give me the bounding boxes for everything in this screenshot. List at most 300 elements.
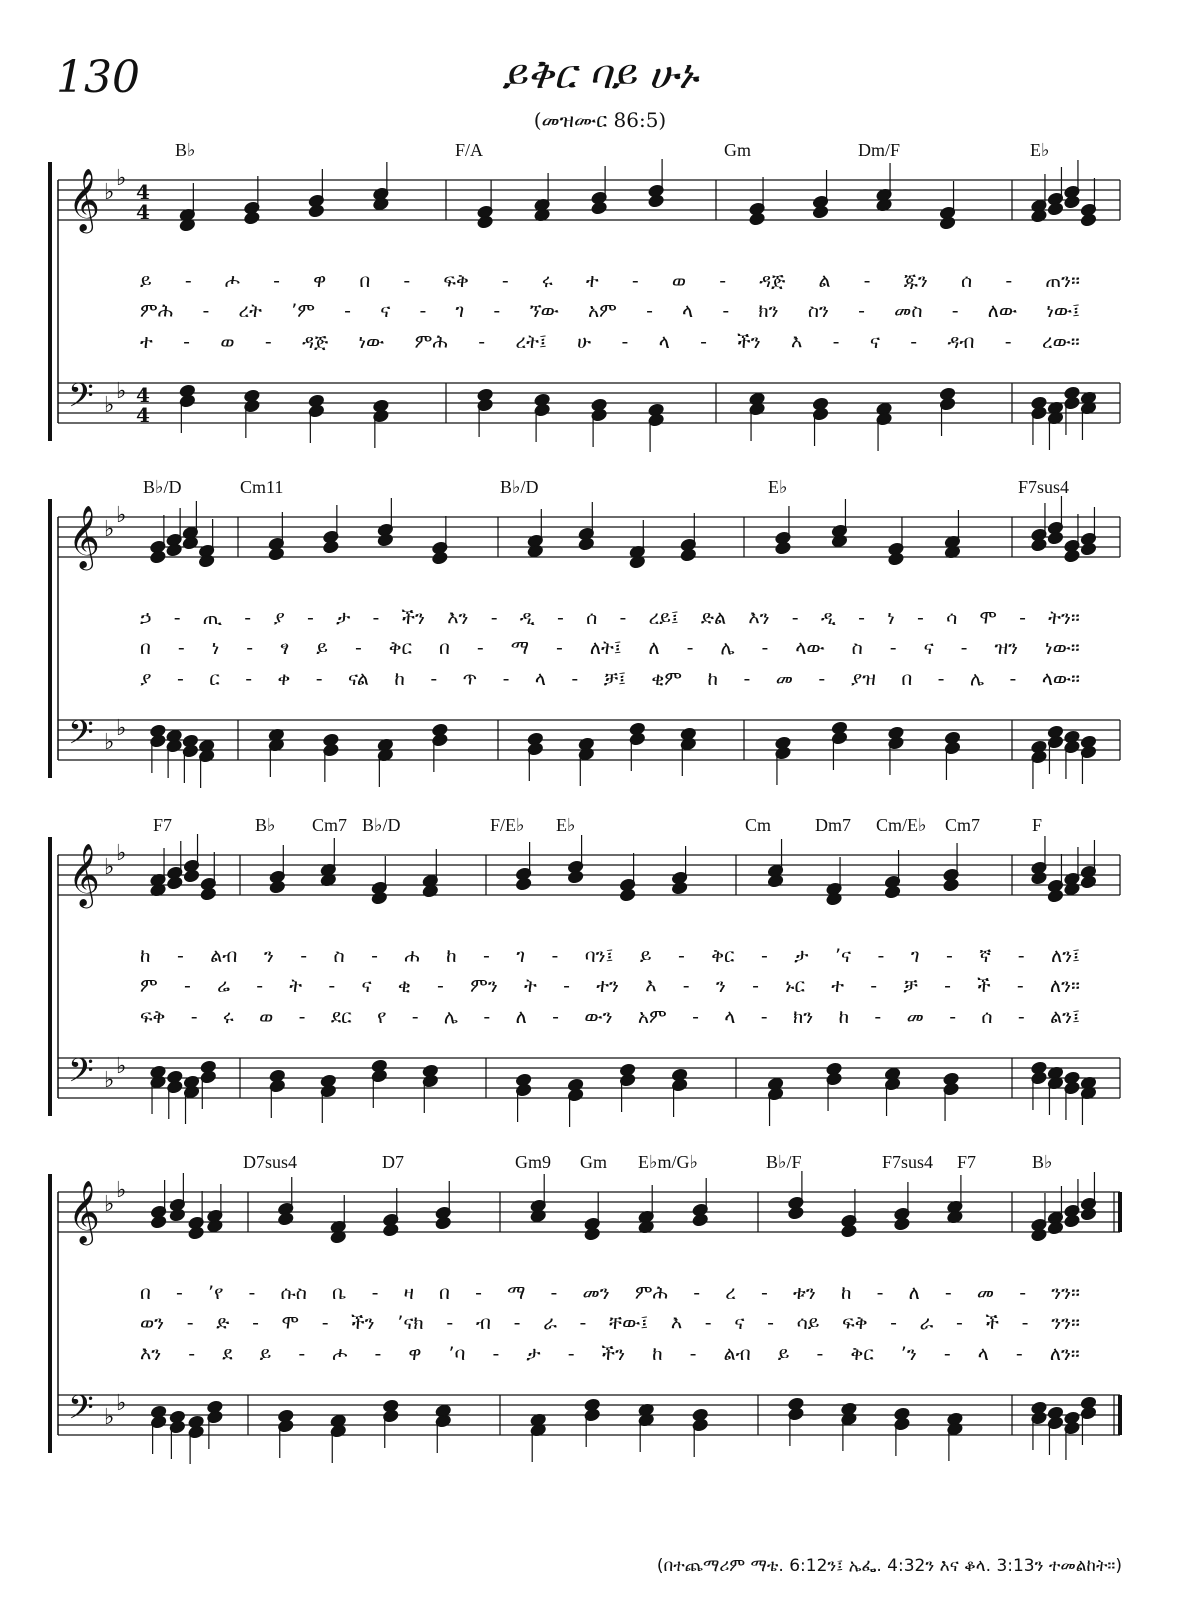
- lyric-syllable: ዋ: [408, 1343, 422, 1365]
- treble-clef-icon: 𝄞: [68, 168, 100, 231]
- treble-note-head: [198, 554, 215, 568]
- treble-note-head: [1031, 1228, 1048, 1242]
- syllable-hyphen: -: [816, 1343, 824, 1365]
- lyric-syllable: እን: [748, 607, 770, 629]
- syllable-hyphen: -: [863, 270, 871, 292]
- lyric-syllable: ሱስ: [280, 1282, 307, 1304]
- key-signature-flat-icon: ♭: [116, 716, 127, 741]
- treble-note-head: [812, 205, 829, 219]
- syllable-hyphen: -: [889, 637, 897, 659]
- lyric-syllable: ስ: [333, 945, 345, 967]
- treble-note-head: [619, 888, 636, 902]
- syllable-hyphen: -: [298, 1006, 306, 1028]
- treble-note-head: [373, 197, 390, 211]
- syllable-hyphen: -: [960, 637, 968, 659]
- syllable-hyphen: -: [1019, 607, 1026, 629]
- syllable-hyphen: -: [682, 975, 690, 997]
- syllable-hyphen: -: [186, 1312, 194, 1334]
- syllable-hyphen: -: [184, 270, 192, 292]
- lyric-syllable: ላ: [534, 668, 546, 690]
- chord-symbol: F7: [153, 815, 173, 835]
- syllable-hyphen: -: [502, 668, 510, 690]
- syllable-hyphen: -: [910, 331, 918, 353]
- syllable-hyphen: -: [550, 1282, 558, 1304]
- syllable-hyphen: -: [567, 1343, 575, 1365]
- lyric-syllable: ስን: [807, 300, 829, 322]
- bass-clef-icon: 𝄢: [68, 1389, 94, 1435]
- lyric-syllable: ዋ: [313, 270, 327, 292]
- lyric-syllable: ነ: [211, 637, 220, 659]
- syllable-hyphen: -: [870, 975, 878, 997]
- key-signature-flat-icon: ♭: [104, 730, 115, 755]
- lyric-syllable: ገ: [516, 945, 526, 967]
- lyric-syllable: ሌ: [720, 637, 735, 659]
- lyric-syllable: ፍቅ: [443, 270, 469, 292]
- treble-note-head: [884, 885, 901, 899]
- lyric-syllable: ት: [289, 975, 303, 997]
- syllable-hyphen: -: [700, 331, 707, 353]
- syllable-hyphen: -: [430, 668, 438, 690]
- lyric-syllable: ኃ: [140, 607, 152, 629]
- treble-note-head: [1064, 549, 1081, 563]
- lyric-syllable: በ: [439, 1282, 450, 1304]
- lyric-syllable: ክን: [758, 300, 779, 322]
- lyric-syllable: እ: [645, 975, 657, 997]
- lyric-syllable: ቅር: [388, 637, 413, 659]
- time-signature: 4: [136, 200, 150, 224]
- syllable-hyphen: -: [791, 607, 799, 629]
- lyric-syllable: ታ: [526, 1343, 541, 1365]
- chord-symbol: B♭: [175, 140, 196, 160]
- lyric-line-verse-1: [140, 1282, 1080, 1304]
- syllable-hyphen: -: [631, 270, 639, 292]
- lyric-syllable: ከ: [140, 945, 151, 967]
- treble-note-head: [826, 892, 843, 906]
- treble-note-head: [166, 876, 183, 890]
- lyric-syllable: በ: [901, 668, 913, 690]
- lyric-line-verse-2: [140, 975, 1080, 997]
- time-signature: 4: [136, 383, 150, 407]
- chord-symbol: Gm: [724, 140, 751, 160]
- syllable-hyphen: -: [256, 975, 264, 997]
- lyric-syllable: ረት: [238, 300, 262, 322]
- syllable-hyphen: -: [1005, 270, 1013, 292]
- treble-note-head: [1031, 538, 1048, 552]
- lyric-syllable: ን: [263, 945, 274, 967]
- lyric-syllable: ንን።: [1051, 1282, 1080, 1304]
- lyric-syllable: በ: [359, 270, 371, 292]
- lyric-syllable: ላ: [724, 1006, 736, 1028]
- syllable-hyphen: -: [1019, 1282, 1027, 1304]
- lyric-syllable: ሖ: [332, 1343, 348, 1365]
- syllable-hyphen: -: [190, 1006, 198, 1028]
- lyric-syllable: ዳብ: [947, 331, 975, 353]
- syllable-hyphen: -: [328, 975, 336, 997]
- chord-symbol: Cm7: [945, 815, 981, 835]
- treble-clef-icon: 𝄞: [68, 843, 100, 906]
- treble-note-head: [648, 194, 665, 208]
- syllable-hyphen: -: [552, 1006, 559, 1028]
- syllable-hyphen: -: [183, 331, 191, 353]
- syllable-hyphen: -: [877, 945, 885, 967]
- lyric-syllable: ክን: [792, 1006, 814, 1028]
- syllable-hyphen: -: [501, 270, 509, 292]
- treble-note-head: [323, 540, 340, 554]
- treble-note-head: [183, 869, 200, 883]
- treble-note-head: [578, 537, 595, 551]
- lyric-syllable: ሰ: [586, 607, 598, 629]
- syllable-hyphen: -: [719, 270, 727, 292]
- syllable-hyphen: -: [374, 1343, 382, 1365]
- lyric-syllable: ሰ: [981, 1006, 993, 1028]
- key-signature-flat-icon: ♭: [116, 1178, 127, 1203]
- lyric-syllable: ናል: [348, 668, 369, 690]
- chord-symbol: Gm9: [515, 1152, 551, 1172]
- syllable-hyphen: -: [832, 331, 840, 353]
- key-signature-flat-icon: ♭: [104, 1192, 115, 1217]
- key-signature-flat-icon: ♭: [116, 1054, 127, 1079]
- chord-symbol: F7: [957, 1152, 977, 1172]
- chord-symbol: B♭/D: [143, 477, 182, 497]
- lyric-syllable: እን: [140, 1343, 162, 1365]
- lyric-syllable: እን: [447, 607, 469, 629]
- syllable-hyphen: -: [264, 331, 272, 353]
- treble-note-head: [530, 1209, 547, 1223]
- lyric-line-verse-1: [140, 607, 1080, 629]
- treble-note-head: [150, 550, 167, 564]
- time-signature: 4: [136, 180, 150, 204]
- bass-clef-icon: 𝄢: [68, 714, 94, 760]
- syllable-hyphen: -: [743, 668, 751, 690]
- lyric-syllable: ቻ፤: [603, 668, 626, 690]
- syllable-hyphen: -: [483, 945, 490, 967]
- syllable-hyphen: -: [371, 945, 378, 967]
- lyric-syllable: ታ: [336, 607, 351, 629]
- lyric-syllable: ቸው፤: [609, 1312, 649, 1334]
- treble-note-head: [767, 874, 784, 888]
- treble-note-head: [1064, 1214, 1081, 1228]
- treble-note-head: [182, 536, 199, 550]
- syllable-hyphen: -: [944, 1282, 952, 1304]
- lyric-syllable: ሐ: [404, 945, 420, 967]
- syllable-hyphen: -: [551, 945, 559, 967]
- treble-note-head: [692, 1213, 709, 1227]
- treble-note-head: [477, 215, 494, 229]
- lyric-syllable: ስ: [851, 637, 863, 659]
- treble-note-head: [788, 1206, 805, 1220]
- syllable-hyphen: -: [315, 668, 323, 690]
- chord-symbol: F/E♭: [490, 815, 525, 835]
- treble-note-head: [308, 204, 325, 218]
- lyric-syllable: ፍቅ: [140, 1006, 166, 1028]
- treble-note-head: [1031, 209, 1048, 223]
- lyric-syllable: እ: [791, 331, 803, 353]
- lyric-syllable: ቅር: [850, 1343, 874, 1365]
- treble-note-head: [515, 877, 532, 891]
- lyric-syllable: ላ: [658, 331, 670, 353]
- lyric-syllable: ምሕ: [634, 1282, 669, 1304]
- syllable-hyphen: -: [1009, 668, 1017, 690]
- lyric-syllable: ምን: [470, 975, 498, 997]
- syllable-hyphen: -: [476, 637, 484, 659]
- bass-clef-icon: 𝄢: [68, 377, 94, 423]
- lyric-syllable: ቀ: [277, 668, 291, 690]
- syllable-hyphen: -: [354, 637, 362, 659]
- syllable-hyphen: -: [818, 668, 826, 690]
- lyric-syllable: ዛ: [403, 1282, 414, 1304]
- treble-note-head: [1080, 213, 1097, 227]
- syllable-hyphen: -: [411, 1006, 419, 1028]
- lyric-syllable: ፍቅ: [842, 1312, 868, 1334]
- lyric-syllable: ችን: [737, 331, 761, 353]
- key-signature-flat-icon: ♭: [104, 1068, 115, 1093]
- syllable-hyphen: -: [951, 300, 959, 322]
- lyric-syllable: ላው: [795, 637, 825, 659]
- lyric-syllable: ይ: [140, 270, 152, 292]
- lyric-syllable: ወ: [220, 331, 235, 353]
- syllable-hyphen: -: [403, 270, 411, 292]
- lyric-syllable: ልብ: [723, 1343, 751, 1365]
- chord-symbol: D7: [382, 1152, 404, 1172]
- scripture-reference: (መዝሙር 86:5): [533, 108, 667, 132]
- lyric-syllable: ላ: [682, 300, 694, 322]
- treble-note-head: [1047, 202, 1064, 216]
- lyric-line-verse-3: [140, 331, 1080, 353]
- treble-note-head: [277, 1212, 294, 1226]
- lyric-syllable: መ: [976, 1282, 995, 1304]
- treble-note-head: [671, 881, 688, 895]
- key-signature-flat-icon: ♭: [116, 841, 127, 866]
- chord-symbol: B♭: [255, 815, 276, 835]
- lyric-syllable: ችን: [601, 1343, 626, 1365]
- syllable-hyphen: -: [890, 1312, 897, 1334]
- lyric-syllable: ያ: [140, 668, 152, 690]
- bass-clef-icon: 𝄢: [68, 1052, 94, 1098]
- syllable-hyphen: -: [321, 1312, 329, 1334]
- treble-note-head: [894, 1217, 911, 1231]
- syllable-hyphen: -: [917, 607, 924, 629]
- lyric-syllable: ደ: [222, 1343, 233, 1365]
- treble-note-head: [567, 870, 584, 884]
- lyric-syllable: ወ: [259, 1006, 274, 1028]
- syllable-hyphen: -: [876, 1282, 884, 1304]
- syllable-hyphen: -: [252, 1312, 259, 1334]
- syllable-hyphen: -: [858, 300, 865, 322]
- lyric-syllable: ሰ: [961, 270, 973, 292]
- lyric-line-verse-2: [140, 300, 1080, 322]
- syllable-hyphen: -: [686, 637, 694, 659]
- syllable-hyphen: -: [475, 1282, 482, 1304]
- lyric-syllable: ነው።: [1045, 637, 1080, 659]
- chord-symbol: B♭/D: [362, 815, 401, 835]
- lyric-line-verse-2: [140, 637, 1080, 659]
- treble-note-head: [841, 1224, 858, 1238]
- lyric-syllable: ገ: [455, 300, 465, 322]
- lyric-syllable: መ: [775, 668, 793, 690]
- lyric-syllable: ተ: [831, 975, 845, 997]
- syllable-hyphen: -: [693, 1282, 701, 1304]
- chord-symbol: F/A: [455, 140, 484, 160]
- lyric-syllable: ድ: [216, 1312, 230, 1334]
- lyric-syllable: በ: [140, 637, 151, 659]
- lyric-syllable: ጢ: [202, 607, 223, 629]
- chord-symbol: Dm/F: [858, 140, 901, 160]
- lyric-syllable: ያዝ: [850, 668, 876, 690]
- lyric-syllable: ቱን: [793, 1282, 816, 1304]
- treble-note-head: [435, 1216, 452, 1230]
- treble-note-head: [939, 216, 956, 230]
- lyric-syllable: ራ: [919, 1312, 934, 1334]
- lyric-syllable: ከ: [652, 1343, 663, 1365]
- syllable-hyphen: -: [419, 300, 427, 322]
- lyric-syllable: ረት፤: [515, 331, 547, 353]
- key-signature-flat-icon: ♭: [104, 393, 115, 418]
- syllable-hyphen: -: [555, 637, 563, 659]
- lyric-syllable: ’ናክ: [397, 1312, 424, 1334]
- key-signature-flat-icon: ♭: [104, 180, 115, 205]
- lyric-syllable: መስ: [894, 300, 923, 322]
- syllable-hyphen: -: [619, 607, 627, 629]
- syllable-hyphen: -: [689, 1343, 697, 1365]
- syllable-hyphen: -: [579, 1312, 587, 1334]
- key-signature-flat-icon: ♭: [104, 517, 115, 542]
- syllable-hyphen: -: [245, 668, 253, 690]
- treble-note-head: [382, 1223, 399, 1237]
- lyric-syllable: ከ: [394, 668, 405, 690]
- key-signature-flat-icon: ♭: [116, 503, 127, 528]
- chord-symbol: E♭: [768, 477, 788, 497]
- lyric-syllable: ኘው: [529, 300, 559, 322]
- chord-symbol: D7sus4: [243, 1152, 298, 1172]
- lyric-syllable: ከ: [838, 1006, 850, 1028]
- chord-symbol: F: [1032, 815, 1043, 835]
- treble-clef-icon: 𝄞: [68, 1180, 100, 1243]
- chord-symbol: F7sus4: [882, 1152, 934, 1172]
- lyric-syllable: ወ: [671, 270, 687, 292]
- treble-note-head: [188, 1226, 205, 1240]
- lyric-syllable: እ: [670, 1312, 683, 1334]
- syllable-hyphen: -: [493, 300, 501, 322]
- syllable-hyphen: -: [874, 1006, 882, 1028]
- lyric-syllable: ለ: [648, 637, 660, 659]
- treble-note-head: [1047, 1221, 1064, 1235]
- treble-note-head: [200, 887, 217, 901]
- lyric-syllable: ረው።: [1041, 331, 1080, 353]
- key-signature-flat-icon: ♭: [116, 379, 127, 404]
- lyric-syllable: ለን፤: [1051, 945, 1080, 967]
- lyric-syllable: ሖ: [224, 270, 240, 292]
- treble-note-head: [269, 880, 286, 894]
- syllable-hyphen: -: [490, 607, 498, 629]
- lyric-line-verse-1: [140, 270, 1080, 292]
- treble-note-head: [169, 1208, 186, 1222]
- lyric-line-verse-3: [140, 1006, 1080, 1028]
- lyric-syllable: ከ: [840, 1282, 852, 1304]
- lyric-syllable: ቂም: [651, 668, 683, 690]
- syllable-hyphen: -: [436, 975, 444, 997]
- chord-symbol: Cm/E♭: [876, 815, 927, 835]
- chord-symbol: E♭: [556, 815, 576, 835]
- syllable-hyphen: -: [248, 1282, 256, 1304]
- treble-note-head: [1080, 875, 1097, 889]
- treble-note-head: [244, 211, 261, 225]
- lyric-syllable: ራ: [543, 1312, 557, 1334]
- lyric-syllable: ጠን።: [1045, 270, 1080, 292]
- syllable-hyphen: -: [557, 607, 564, 629]
- treble-note-head: [422, 884, 439, 898]
- lyric-syllable: አም: [637, 1006, 667, 1028]
- lyric-syllable: ረይ፤: [648, 607, 679, 629]
- syllable-hyphen: -: [692, 1006, 699, 1028]
- chord-symbol: B♭/D: [500, 477, 539, 497]
- chord-symbol: B♭: [1032, 1152, 1053, 1172]
- lyric-syllable: ምሕ: [414, 331, 448, 353]
- lyric-line-verse-3: [140, 1343, 1080, 1365]
- lyric-syllable: ሞ: [281, 1312, 300, 1334]
- lyric-syllable: ዳጅ: [302, 331, 329, 353]
- chord-symbol: Cm: [745, 815, 772, 835]
- lyric-line-verse-3: [140, 668, 1080, 690]
- syllable-hyphen: -: [945, 945, 953, 967]
- lyric-syllable: ም: [140, 975, 158, 997]
- treble-note-head: [1047, 531, 1064, 545]
- lyric-syllable: ልብ: [210, 945, 238, 967]
- lyric-syllable: ለት፤: [589, 637, 622, 659]
- lyric-syllable: ድል: [700, 607, 727, 629]
- syllable-hyphen: -: [956, 1312, 963, 1334]
- treble-clef-icon: 𝄞: [68, 505, 100, 568]
- treble-note-head: [268, 547, 285, 561]
- lyric-syllable: ሬ: [217, 975, 230, 997]
- lyric-syllable: ዲ: [519, 607, 535, 629]
- footnote: (በተጨማሪም ማቴ. 6:12ን፤ ኤፌ. 4:32ን እና ቆላ. 3:13ን ተመልከት።): [656, 1556, 1122, 1576]
- syllable-hyphen: -: [944, 975, 951, 997]
- treble-note-head: [371, 891, 388, 905]
- lyric-syllable: ደር: [330, 1006, 352, 1028]
- lyric-syllable: ሳ: [946, 607, 958, 629]
- music-system: [0, 140, 1200, 460]
- syllable-hyphen: -: [563, 975, 570, 997]
- syllable-hyphen: -: [344, 300, 352, 322]
- syllable-hyphen: -: [483, 1006, 491, 1028]
- syllable-hyphen: -: [1017, 945, 1025, 967]
- treble-note-head: [1064, 882, 1081, 896]
- syllable-hyphen: -: [176, 668, 184, 690]
- lyric-syllable: ቤ: [332, 1282, 347, 1304]
- lyric-syllable: ታ: [794, 945, 809, 967]
- syllable-hyphen: -: [188, 1343, 196, 1365]
- chord-symbol: E♭m/G♭: [638, 1152, 698, 1172]
- chord-symbol: B♭/F: [766, 1152, 802, 1172]
- lyric-syllable: ልን፤: [1050, 1006, 1080, 1028]
- syllable-hyphen: -: [937, 668, 945, 690]
- lyric-syllable: ብ: [475, 1312, 491, 1334]
- syllable-hyphen: -: [1015, 1343, 1023, 1365]
- lyric-syllable: ተን: [596, 975, 620, 997]
- lyric-syllable: ሞ: [979, 607, 997, 629]
- chord-symbol: F7sus4: [1018, 477, 1070, 497]
- syllable-hyphen: -: [761, 1282, 768, 1304]
- treble-note-head: [591, 201, 608, 215]
- lyric-syllable: የ: [377, 1006, 387, 1028]
- music-system: [0, 477, 1200, 797]
- treble-note-head: [150, 1215, 167, 1229]
- syllable-hyphen: -: [761, 637, 769, 659]
- lyric-syllable: ል: [818, 270, 831, 292]
- lyric-syllable: ለው: [987, 300, 1018, 322]
- chord-symbol: Dm7: [815, 815, 851, 835]
- syllable-hyphen: -: [298, 1343, 306, 1365]
